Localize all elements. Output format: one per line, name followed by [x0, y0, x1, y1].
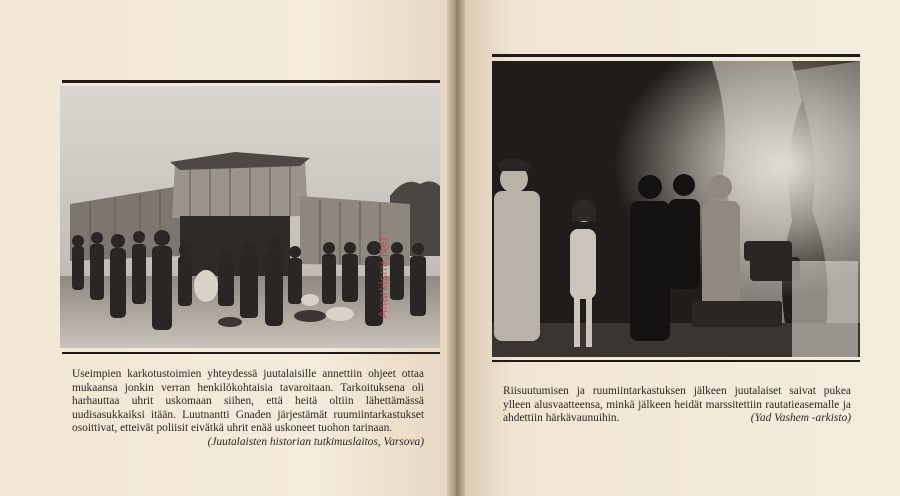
left-top-rule [62, 80, 440, 83]
right-caption [503, 385, 851, 426]
left-bottom-rule [62, 352, 440, 354]
left-caption-credit: (Juutalaisten historian tutkimuslaitos, Varsova) [207, 435, 424, 448]
right-top-rule [492, 54, 860, 57]
right-photo-inspection [492, 61, 860, 357]
book-gutter [447, 0, 465, 496]
right-caption-text: Riisuutumisen ja ruumiintarkastuksen jälkeen juutalaiset saivat pukea ylleen alusvaatteensa, minkä jälkeen heidät marssitettiin rautatieasemalle ja ahdettiin härkävaunuihin. [503, 385, 851, 425]
left-caption-text: Useimpien karkotustoimien yhteydessä juutalaisille annettiin ohjeet ottaa mukaansa jonkin verran henkilökohtaisia tavaroitaan. Tarkoituksena oli harhauttaa uhrit uskomaan siihen, että heitä oltiin lähettämässä uudisasukkaiksi itään. Luutnantti Gnaden järjestämät ruumiintarkastukset osoittivat, etteivät poliisit eivätkä uhrit enää uskoneet tuohon tarinaan. [72, 368, 424, 435]
left-caption [72, 368, 424, 450]
watermark-text: Anarkismi.Net [376, 236, 390, 318]
right-caption-credit: (Yad Vashem -arkisto) [750, 412, 851, 425]
right-bottom-rule [492, 360, 860, 362]
